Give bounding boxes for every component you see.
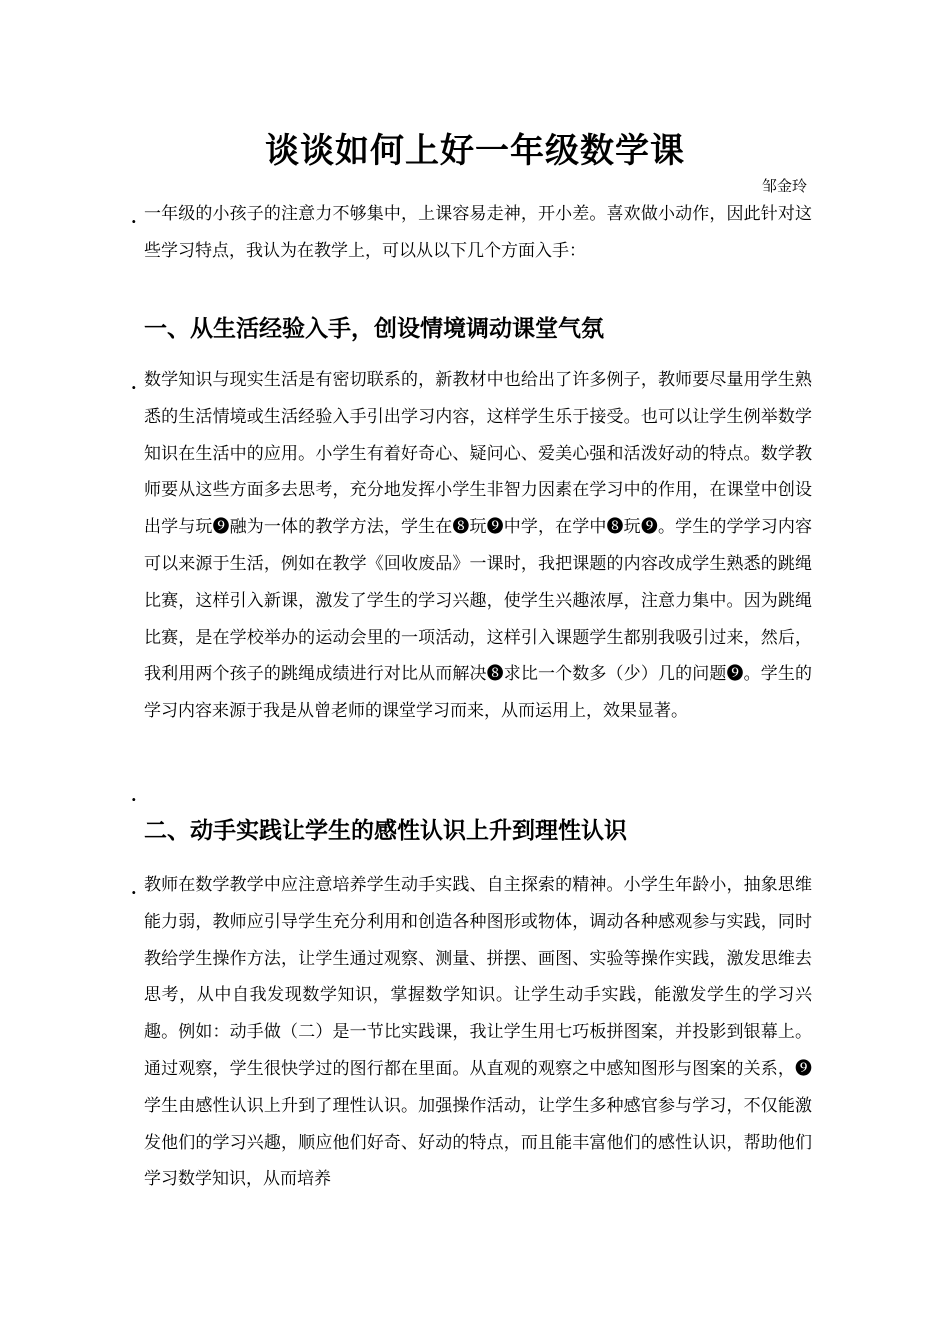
document-title: 谈谈如何上好一年级数学课 [265,131,685,171]
section-heading-2: 二、动手实践让学生的感性认识上升到理性认识 [144,818,627,844]
section-body-2: 教师在数学教学中应注意培养学生动手实践、自主探索的精神。小学生年龄小，抽象思维能力弱，教师应引导学生充分利用和创造各种图形或物体，调动各种感观参与实践，同时教给学生操作方法，让学生通过观察、测量、拼摆、画图、实验等操作实践，激发思维去思考，从中自我发现数学知识，掌握数学知识。让学生动手实践，能激发学生的学习兴趣。例如：动手做（二）是一节比实践课，我让学生用七巧板拼图案，并投影到银幕上。通过观察，学生很快学过的图行都在里面。从直观的观察之中感知图形与图案的关系，❾学生由感性认识上升到了理性认识。加强操作活动，让学生多种感官参与学习，不仅能激发他们的学习兴趣，顺应他们好奇、好动的特点，而且能丰富他们的感性认识，帮助他们学习数学知识，从而培养 [144,875,812,1190]
paragraph-mark: . [131,786,137,805]
author-name: 邹金玲 [761,177,807,195]
section-heading-1: 一、从生活经验入手，创设情境调动课堂气氛 [144,316,604,342]
paragraph-mark: . [131,879,137,898]
section-body-1: 数学知识与现实生活是有密切联系的，新教材中也给出了许多例子，教师要尽量用学生熟悉的生活情境或生活经验入手引出学习内容，这样学生乐于接受。也可以让学生例举数学知识在生活中的应用。小学生有着好奇心、疑问心、爱美心强和活泼好动的特点。数学教师要从这些方面多去思考，充分地发挥小学生非智力因素在学习中的作用，在课堂中创设出学与玩❾融为一体的教学方法，学生在❽玩❾中学，在学中❽玩❾。学生的学学习内容可以来源于生活，例如在教学《回收废品》一课时，我把课题的内容改成学生熟悉的跳绳比赛，这样引入新课，激发了学生的学习兴趣，使学生兴趣浓厚，注意力集中。因为跳绳比赛，是在学校举办的运动会里的一项活动，这样引入课题学生都别我吸引过来，然后，我利用两个孩子的跳绳成绩进行对比从而解决❽求比一个数多（少）几的问题❾。学生的学习内容来源于我是从曾老师的课堂学习而来，从而运用上，效果显著。 [144,370,812,722]
paragraph-mark: . [131,208,137,227]
intro-paragraph: 一年级的小孩子的注意力不够集中，上课容易走神，开小差。喜欢做小动作，因此针对这些学习特点，我认为在教学上，可以从以下几个方面入手： [144,204,812,261]
paragraph-mark: . [131,374,137,393]
